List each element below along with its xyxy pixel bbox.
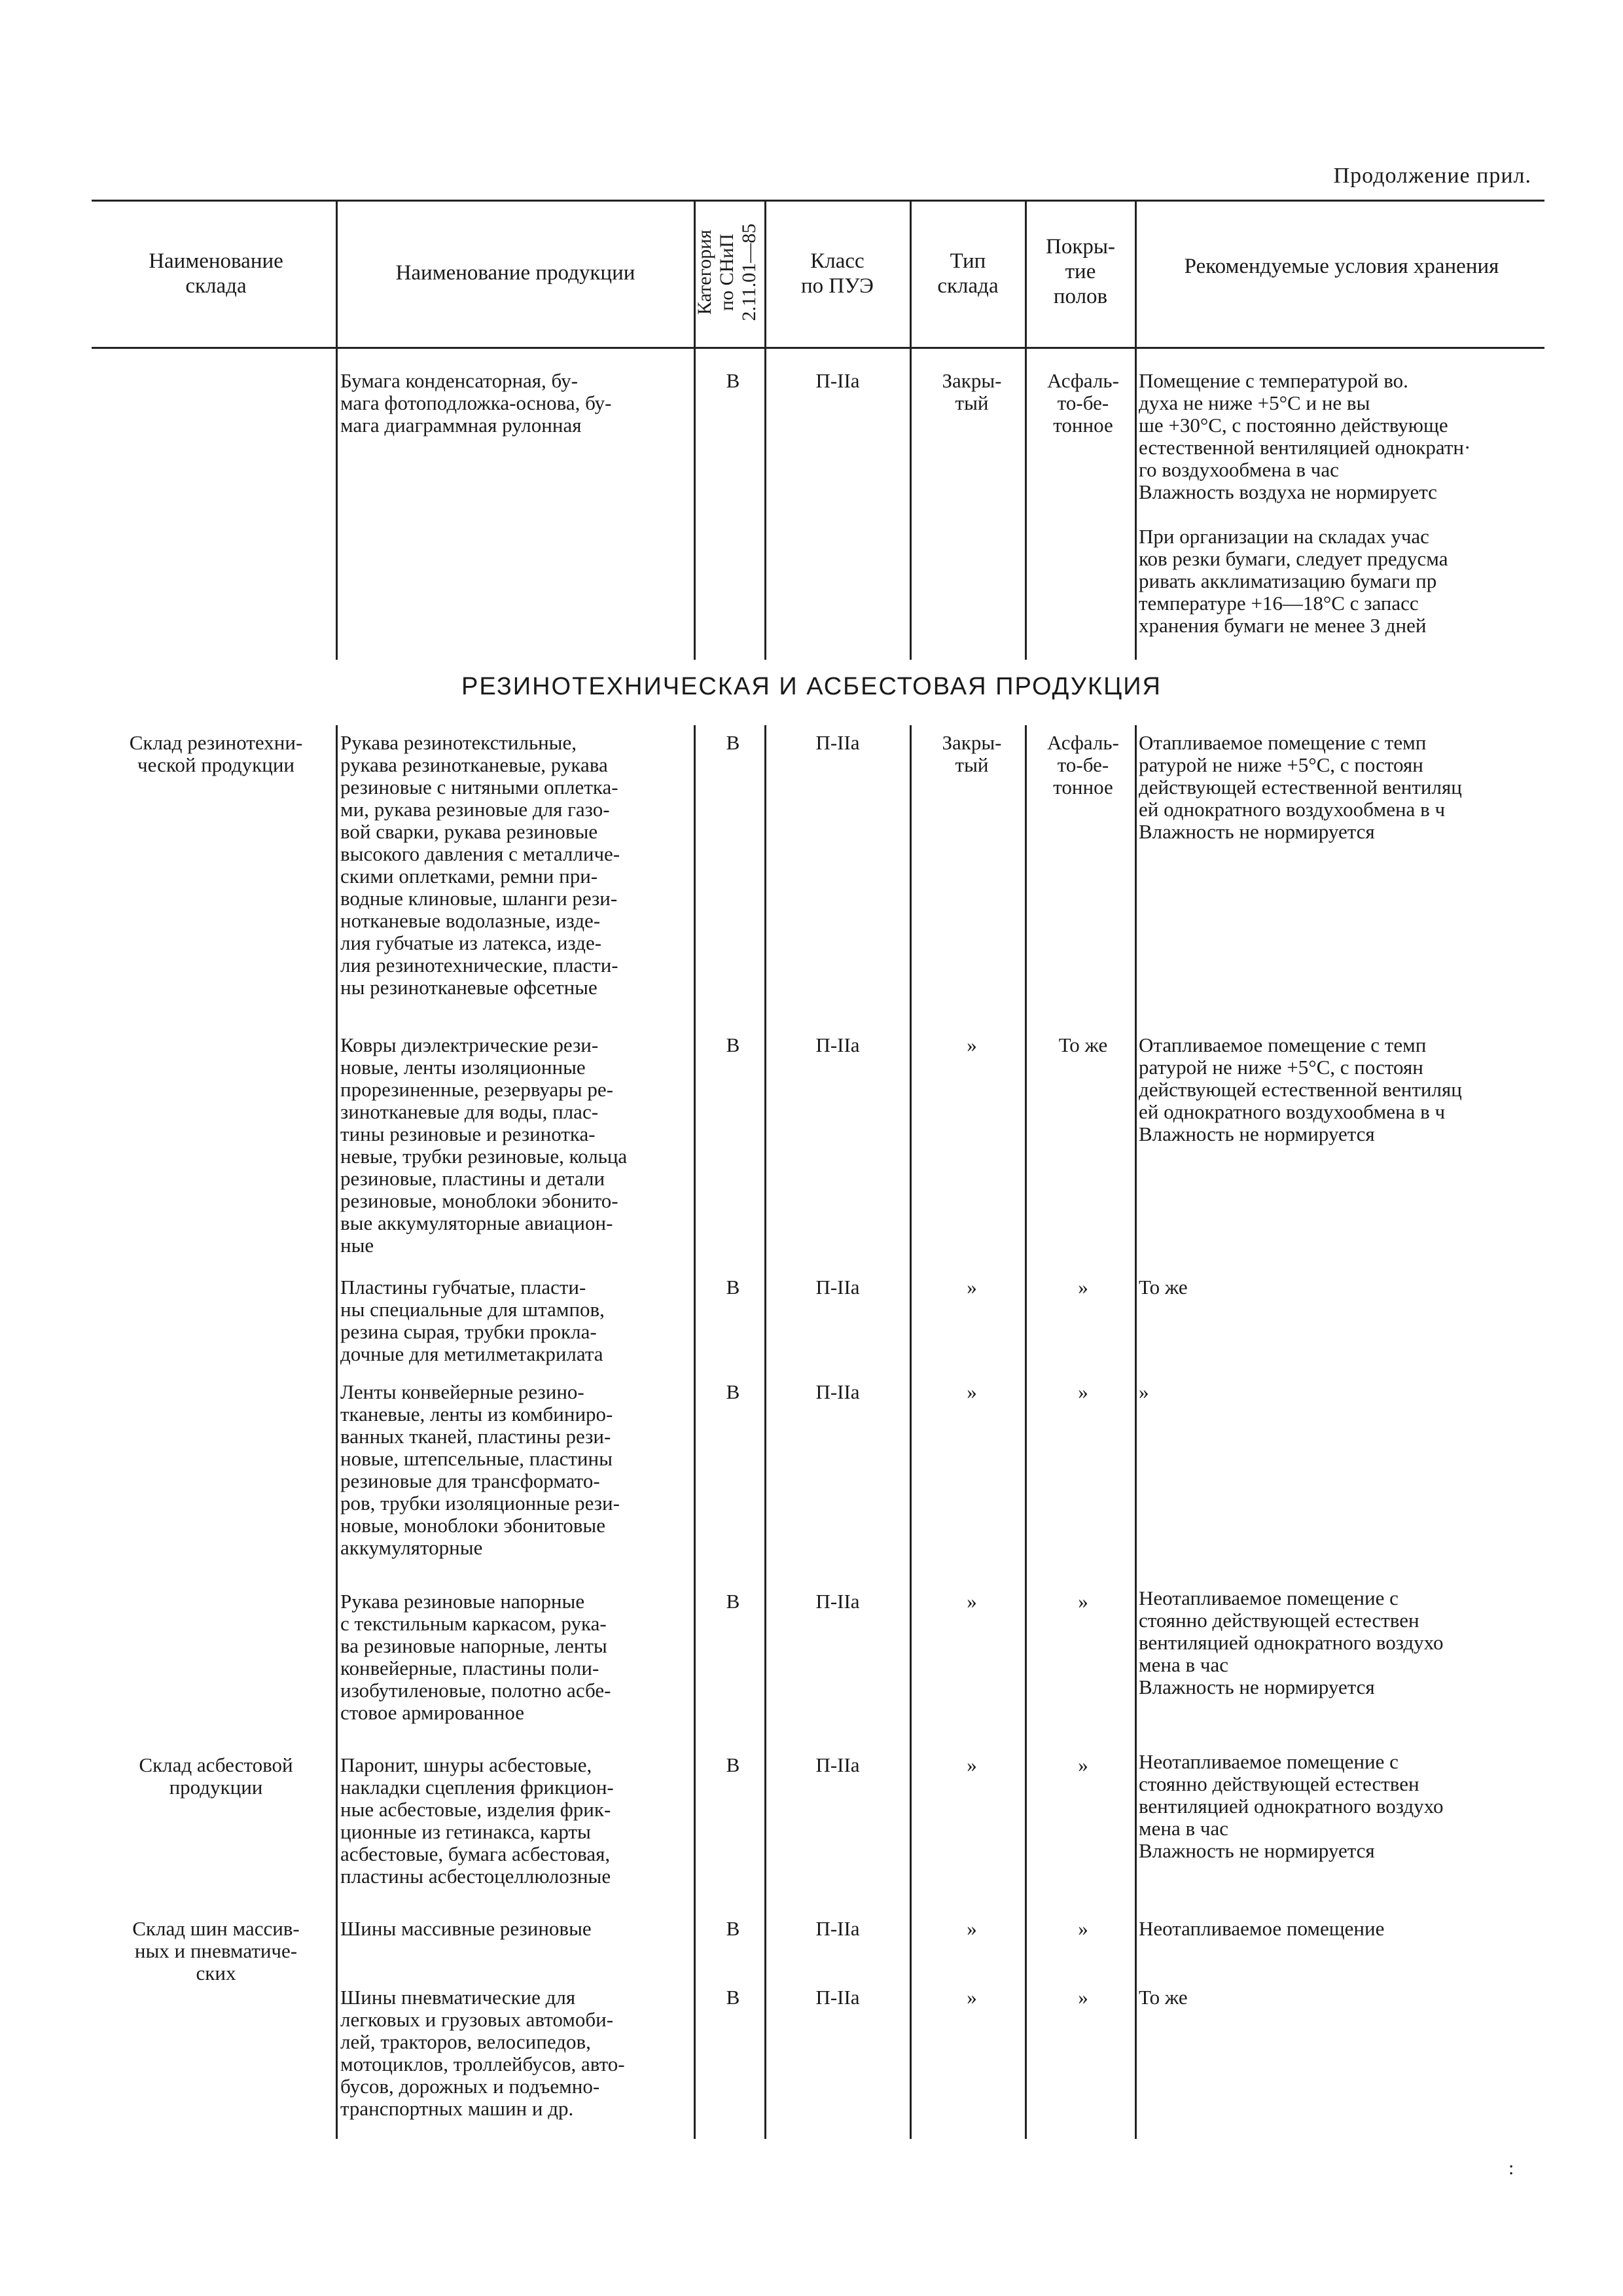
column-divider — [1135, 725, 1137, 2139]
header-divider — [1025, 200, 1027, 349]
row-storage-conditions: Помещение с температурой во. духа не ниже +5°С и не вы ше +30°С, с постоянно действующе естественной вентиляцией однократн· го воздухообмена в час Влажность воздуха не нормируетс При организации на складах учас ков резки бумаги, следует предусма ривать акклиматизацию бумаги пр температуре +16—18°С с запасс хранения бумаги не менее 3 дней — [1139, 369, 1471, 637]
row-floor-cover: » — [1078, 1276, 1088, 1299]
row-warehouse-type: » — [967, 1276, 977, 1299]
column-divider — [694, 725, 696, 2139]
row-category: В — [726, 1276, 740, 1299]
column-divider — [694, 349, 696, 660]
row-category: В — [726, 1590, 740, 1613]
row-class: П-IIа — [815, 369, 860, 392]
section-title: РЕЗИНОТЕХНИЧЕСКАЯ И АСБЕСТОВАЯ ПРОДУКЦИЯ — [461, 673, 1162, 700]
row-product: Ковры диэлектрические рези- новые, ленты изоляционные прорезиненные, резервуары ре- зинотканевые для воды, плас- тины резиновые и резинотка- невые, трубки резиновые, кольца резиновые, пластины и детали резиновые, моноблоки эбонито- вые аккумуляторные авиацион- ные — [340, 1033, 628, 1257]
column-divider — [336, 725, 338, 2139]
row-class: П-IIа — [815, 1986, 860, 2009]
column-divider — [764, 349, 766, 660]
row-warehouse-name: Склад шин массив- ных и пневматиче- ских — [132, 1917, 300, 1984]
header-col-category: Категория по СНиП 2.11.01—85 — [694, 223, 760, 321]
row-category: В — [726, 1986, 740, 2009]
row-storage-conditions: » — [1139, 1380, 1149, 1403]
row-product: Шины массивные резиновые — [340, 1917, 592, 1940]
row-floor-cover: » — [1078, 1590, 1088, 1613]
row-product: Пластины губчатые, пласти- ны специальные для штампов, резина сырая, трубки прокла- дочные для метилметакрилата — [340, 1276, 605, 1365]
row-class: П-IIа — [815, 1590, 860, 1613]
row-category: В — [726, 1033, 740, 1056]
row-class: П-IIа — [815, 731, 860, 754]
header-col-class: Класс по ПУЭ — [801, 249, 874, 298]
row-class: П-IIа — [815, 1753, 860, 1776]
header-divider — [1135, 200, 1137, 349]
row-warehouse-name: Склад асбестовой продукции — [139, 1753, 293, 1799]
row-warehouse-type: » — [967, 1917, 977, 1940]
row-floor-cover: » — [1078, 1986, 1088, 2009]
row-storage-conditions: То же — [1139, 1986, 1188, 2009]
row-warehouse-type: » — [967, 1753, 977, 1776]
row-storage-conditions: Отапливаемое помещение с темп ратурой не ниже +5°С, с постоян действующей естественной вентиляц ей однократного воздухообмена в ч Влажность не нормируется — [1139, 1033, 1462, 1145]
column-divider — [910, 349, 912, 660]
row-category: В — [726, 369, 740, 392]
row-product: Паронит, шнуры асбестовые, накладки сцепления фрикцион- ные асбестовые, изделия фрик- ционные из гетинакса, карты асбестовые, бумага асбестовая, пластины асбестоцеллюлозные — [340, 1753, 614, 1888]
row-product: Рукава резиновые напорные с текстильным каркасом, рука- ва резиновые напорные, ленты конвейерные, пластины поли- изобутиленовые, полотно асбе- стовое армированное — [340, 1590, 611, 1724]
row-category: В — [726, 1753, 740, 1776]
row-category: В — [726, 731, 740, 754]
row-class: П-IIа — [815, 1380, 860, 1403]
header-col-type: Тип склада — [937, 249, 999, 298]
header-bottom-rule — [92, 347, 1544, 349]
header-divider — [336, 200, 338, 349]
row-storage-conditions: Отапливаемое помещение с темп ратурой не ниже +5°С, с постоян действующей естественной вентиляц ей однократного воздухообмена в ч Влажность не нормируется — [1139, 731, 1462, 843]
row-storage-conditions: То же — [1139, 1276, 1188, 1299]
header-col-name: Наименование склада — [149, 249, 283, 298]
row-warehouse-type: » — [967, 1590, 977, 1613]
column-divider — [764, 725, 766, 2139]
row-floor-cover: » — [1078, 1380, 1088, 1403]
row-class: П-IIа — [815, 1276, 860, 1299]
header-divider — [910, 200, 912, 349]
header-top-rule — [92, 200, 1544, 202]
header-col-floor: Покры- тие полов — [1045, 235, 1116, 308]
row-warehouse-type: » — [967, 1033, 977, 1056]
row-storage-conditions: Неотапливаемое помещение с стоянно действующей естествен вентиляцией однократного воздухо мена в час Влажность не нормируется — [1139, 1750, 1444, 1862]
header-col-conditions: Рекомендуемые условия хранения — [1184, 255, 1499, 278]
row-floor-cover: Асфаль- то-бе- тонное — [1047, 731, 1119, 798]
row-category: В — [726, 1917, 740, 1940]
header-col-product: Наименование продукции — [395, 261, 635, 285]
row-floor-cover: » — [1078, 1753, 1088, 1776]
row-storage-conditions: Неотапливаемое помещение с стоянно действующей естествен вентиляцией однократного воздухо мена в час Влажность не нормируется — [1139, 1587, 1444, 1698]
row-floor-cover: » — [1078, 1917, 1088, 1940]
row-product: Ленты конвейерные резино- тканевые, ленты из комбиниро- ванных тканей, пластины рези- новые, штепсельные, пластины резиновые для трансформато- ров, трубки изоляционные рези- новые, моноблоки эбонитовые аккумуляторные — [340, 1380, 620, 1559]
row-floor-cover: Асфаль- то-бе- тонное — [1047, 369, 1119, 437]
row-category: В — [726, 1380, 740, 1403]
page-number: : — [1508, 2157, 1514, 2179]
row-product: Бумага конденсаторная, бу- мага фотоподложка-основа, бу- мага диаграммная рулонная — [340, 369, 612, 437]
row-floor-cover: То же — [1058, 1033, 1108, 1056]
row-warehouse-type: » — [967, 1380, 977, 1403]
column-divider — [1135, 349, 1137, 660]
continuation-label: Продолжение прил. — [1333, 164, 1531, 188]
row-class: П-IIа — [815, 1033, 860, 1056]
row-product: Рукава резинотекстильные, рукава резинотканевые, рукава резиновые с нитяными оплетка- ми, рукава резиновые для газо- вой сварки, рукава резиновые высокого давления с металличе- скими оплетками, ремни при- водные клиновые, шланги рези- нотканевые водолазные, изде- лия губчатые из латекса, изде- лия резинотехнические, пласти- ны резинотканевые офсетные — [340, 731, 620, 999]
row-warehouse-type: » — [967, 1986, 977, 2009]
column-divider — [910, 725, 912, 2139]
row-warehouse-type: Закры- тый — [942, 369, 1002, 414]
row-warehouse-type: Закры- тый — [942, 731, 1002, 776]
row-storage-conditions: Неотапливаемое помещение — [1139, 1917, 1385, 1940]
row-class: П-IIа — [815, 1917, 860, 1940]
row-product: Шины пневматические для легковых и грузовых автомоби- лей, тракторов, велосипедов, мотоциклов, троллейбусов, авто- бусов, дорожных и подъемно- транспортных машин и др. — [340, 1986, 625, 2120]
column-divider — [336, 349, 338, 660]
row-warehouse-name: Склад резинотехни- ческой продукции — [129, 731, 303, 776]
